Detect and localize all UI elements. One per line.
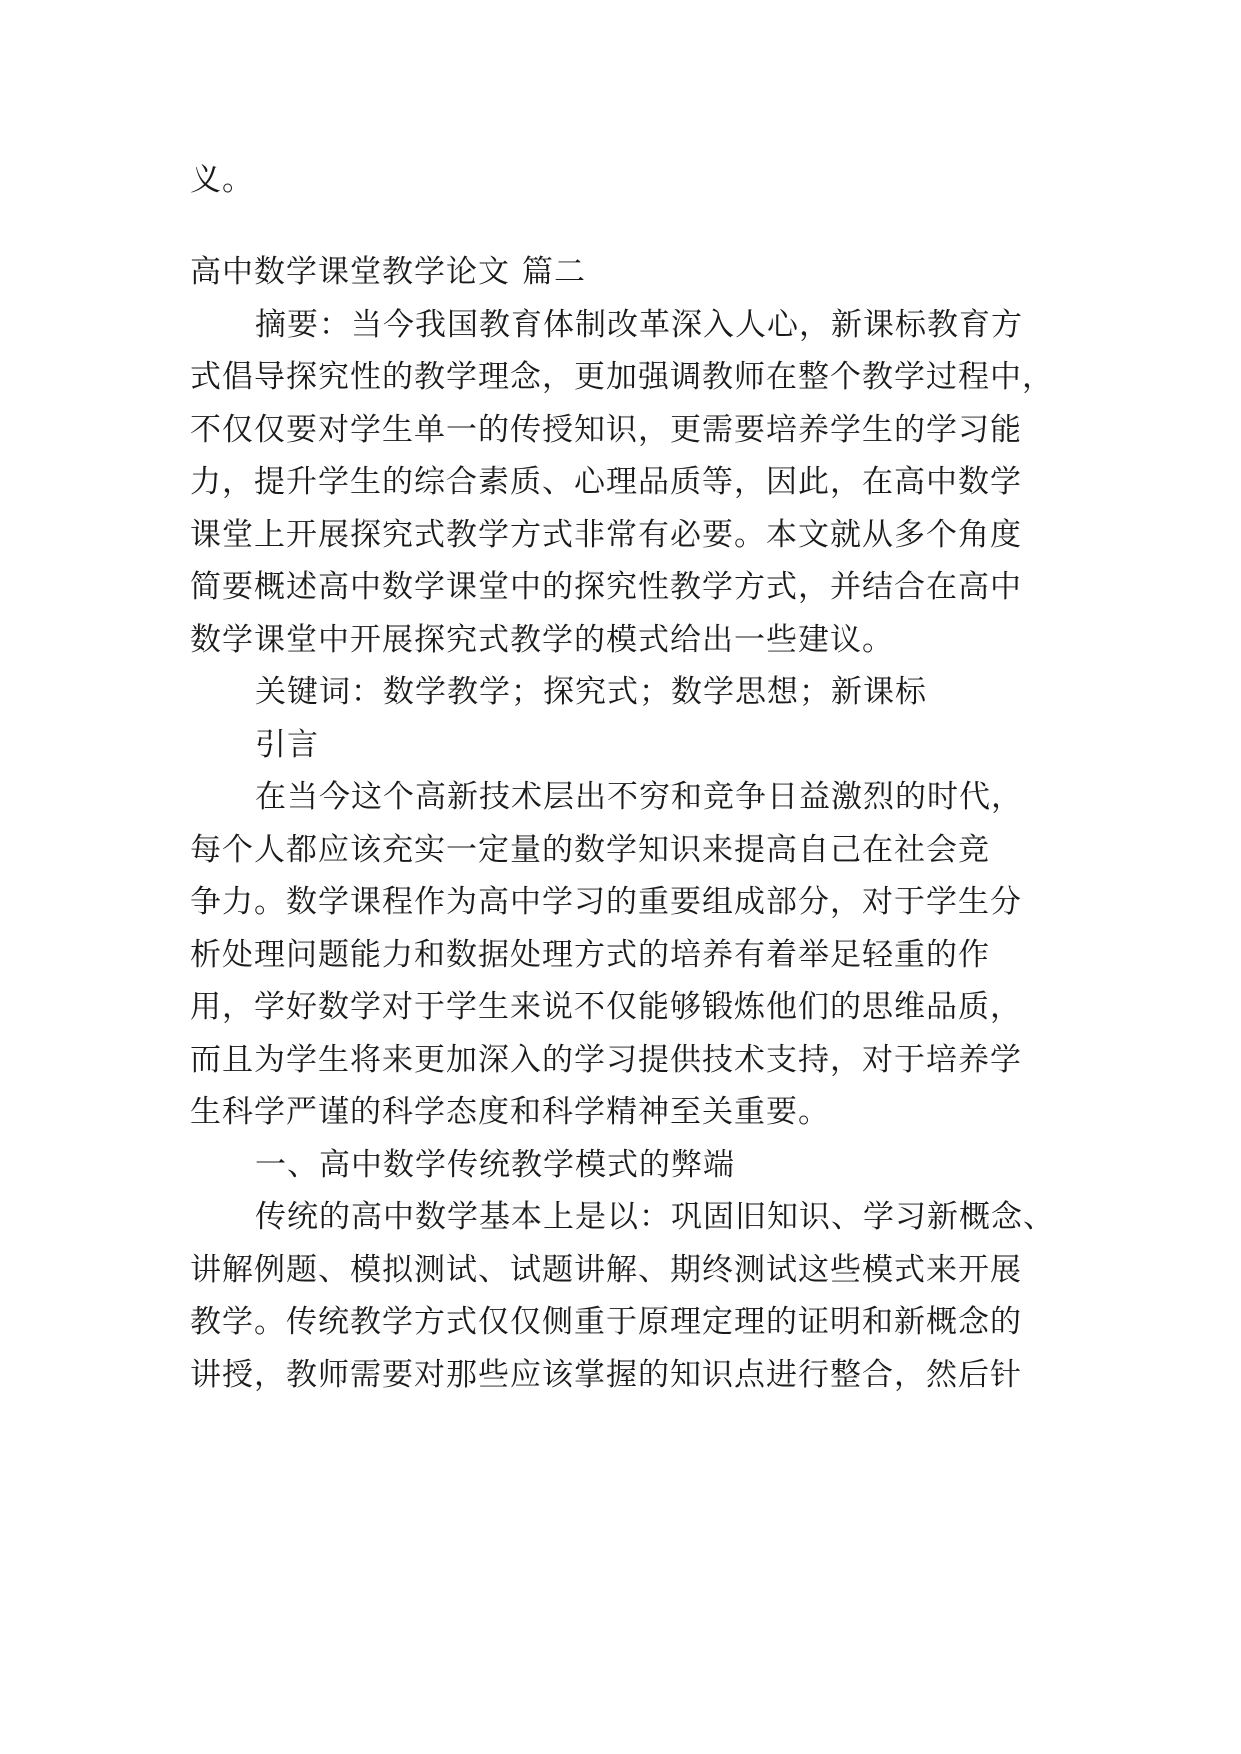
body-line: 教学。传统教学方式仅仅侧重于原理定理的证明和新概念的 xyxy=(190,1304,1022,1340)
abstract-line: 简要概述高中数学课堂中的探究性教学方式，并结合在高中 xyxy=(190,569,1022,605)
body-line: 争力。数学课程作为高中学习的重要组成部分，对于学生分 xyxy=(190,884,1022,920)
body-line: 传统的高中数学基本上是以：巩固旧知识、学习新概念、 xyxy=(255,1199,1055,1235)
article-title-text: 高中数学课堂教学论文 xyxy=(190,254,510,290)
article-title-suffix: 篇二 xyxy=(522,254,586,290)
article-title xyxy=(190,252,586,292)
keywords-line: 关键词：数学教学；探究式；数学思想；新课标 xyxy=(255,674,927,710)
body-line: 在当今这个高新技术层出不穷和竞争日益激烈的时代， xyxy=(255,779,1023,815)
body-line: 用，学好数学对于学生来说不仅能够锻炼他们的思维品质， xyxy=(190,989,1022,1025)
section-heading-introduction: 引言 xyxy=(255,727,319,763)
body-line: 而且为学生将来更加深入的学习提供技术支持，对于培养学 xyxy=(190,1042,1022,1078)
body-line: 生科学严谨的科学态度和科学精神至关重要。 xyxy=(190,1094,830,1130)
abstract-line: 不仅仅要对学生单一的传授知识，更需要培养学生的学习能 xyxy=(190,412,1022,448)
body-line: 讲解例题、模拟测试、试题讲解、期终测试这些模式来开展 xyxy=(190,1252,1022,1288)
abstract-line: 摘要：当今我国教育体制改革深入人心，新课标教育方 xyxy=(255,307,1023,343)
abstract-line: 数学课堂中开展探究式教学的模式给出一些建议。 xyxy=(190,622,894,658)
section-heading-one: 一、高中数学传统教学模式的弊端 xyxy=(255,1147,735,1183)
abstract-line: 课堂上开展探究式教学方式非常有必要。本文就从多个角度 xyxy=(190,517,1022,553)
text-line: 义。 xyxy=(190,162,254,198)
body-line: 每个人都应该充实一定量的数学知识来提高自己在社会竞 xyxy=(190,832,990,868)
abstract-line: 力，提升学生的综合素质、心理品质等，因此，在高中数学 xyxy=(190,464,1022,500)
body-line: 析处理问题能力和数据处理方式的培养有着举足轻重的作 xyxy=(190,937,990,973)
body-line: 讲授，教师需要对那些应该掌握的知识点进行整合，然后针 xyxy=(190,1357,1022,1393)
abstract-line: 式倡导探究性的教学理念，更加强调教师在整个教学过程中， xyxy=(190,359,1054,395)
